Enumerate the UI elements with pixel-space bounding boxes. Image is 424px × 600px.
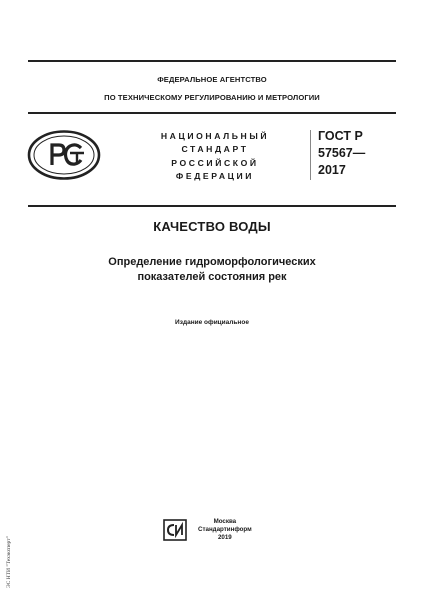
designation-line: ГОСТ Р (318, 129, 363, 143)
designation-rule (28, 205, 396, 207)
standard-type-block (140, 130, 290, 184)
standard-type-line: СТАНДАРТ (181, 144, 249, 155)
side-stamp: ЭС НТИ "Техэксперт" (6, 536, 12, 588)
publisher-city: Москва (213, 518, 237, 525)
subtitle-line: Определение гидроморфологических (108, 256, 316, 268)
edition-note: Издание официальное (175, 319, 249, 326)
header-rule (28, 112, 396, 114)
publisher-name: Стандартинформ (198, 526, 252, 533)
standard-type-line: НАЦИОНАЛЬНЫЙ (160, 131, 270, 141)
top-rule (28, 60, 396, 62)
rst-certification-emblem-icon (26, 129, 102, 181)
agency-line-1: ФЕДЕРАЛЬНОЕ АГЕНТСТВО (157, 75, 267, 84)
designation-line: 57567— (318, 146, 366, 160)
standard-type-line: ФЕДЕРАЦИИ (175, 171, 255, 182)
publisher-block (198, 518, 252, 542)
designation-line: 2017 (318, 163, 346, 177)
document-title: КАЧЕСТВО ВОДЫ (153, 219, 271, 234)
standard-type-line: РОССИЙСКОЙ (171, 157, 259, 168)
publisher-year: 2019 (217, 534, 232, 541)
standartinform-logo-icon (163, 519, 187, 541)
vertical-divider (310, 130, 311, 180)
document-subtitle (28, 255, 396, 285)
agency-line-2: ПО ТЕХНИЧЕСКОМУ РЕГУЛИРОВАНИЮ И МЕТРОЛОГИИ (104, 93, 320, 102)
standard-designation (318, 128, 365, 179)
subtitle-line: показателей состояния рек (137, 271, 287, 283)
